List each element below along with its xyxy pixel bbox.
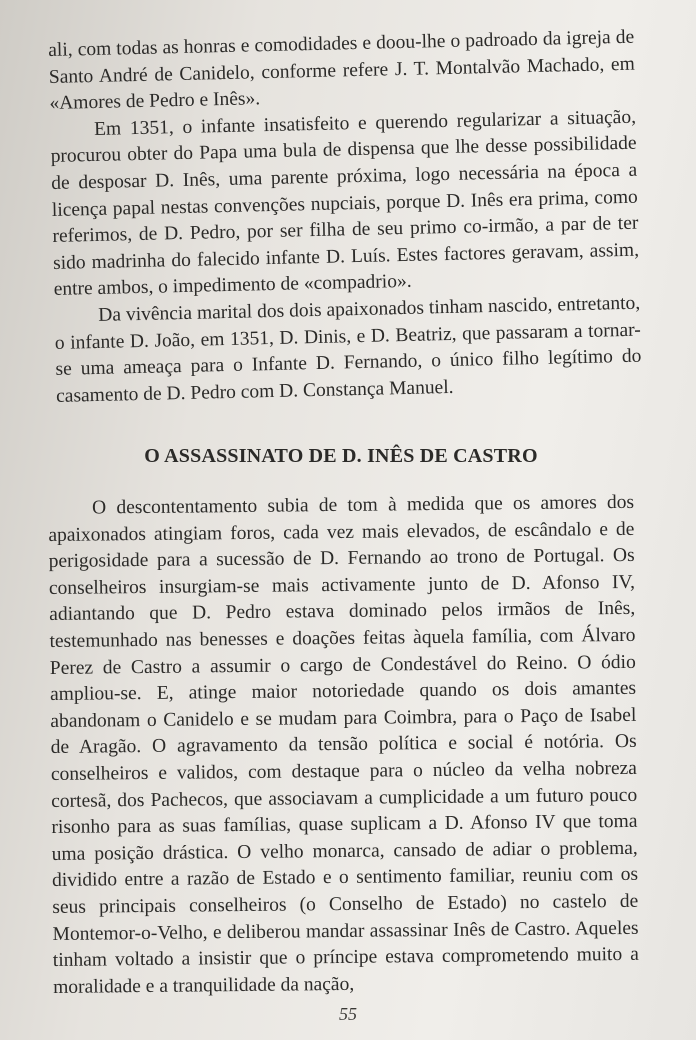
paragraph-children: Da vivência marital dos dois apaixonados tinham nascido, entretanto, o infante D. João, em 1351, D. Dinis, e D. Beatriz, que passaram a tornar-se uma ameaça para o Infante D. Fernando, o único filho legítimo do casamento de D. Pedro com D. Constança Manuel. [54,292,642,407]
paragraph-papal-dispensation: Em 1351, o infante insatisfeito e querendo regularizar a situação, procurou obter do Papa uma bula de dispensa que lhe desse possibilidade de desposar D. Inês, uma parente próxima, logo necessária na época a licença papal nestas convenções nupciais, porque D. Inês era prima, como referimos, de D. Pedro, por ser filha de seu primo co-irmão, a par de ter sido madrinha do falecido infante D. Luís. Estes factores geravam, assim, entre ambos, o impedimento de «compadrio». [50,106,640,301]
section-heading: O ASSASSINATO DE D. INÊS DE CASTRO [144,445,538,467]
page-number: 55 [339,1004,357,1024]
paragraph-discontent: O descontentamento subia de tom à medida que os amores dos apaixonados atingiam foros, cada vez mais elevados, de escândalo e de perigosidade para a sucessão de D. Fernando ao trono de Portugal. Os conselheiros insurgiam-se mais activamente junto de D. Afonso IV, adiantando que D. Pedro estava dominado pelos irmãos de Inês, testemunhado nas benesses e doações feitas àquela família, com Álvaro Perez de Castro a assumir o cargo de Condestável do Reino. O ódio ampliou-se. E, atinge maior notoriedade quando os dois amantes abandonam o Canidelo e se mudam para Coimbra, para o Paço de Isabel de Aragão. O agravamento da tensão política e social é notória. Os conselheiros e validos, com destaque para o núcleo da velha nobreza cortesã, dos Pachecos, que associavam a cumplicidade a um futuro pouco risonho para as suas famílias, quase suplicam a D. Afonso IV que toma uma posição drástica. O velho monarca, cansado de adiar o problema, dividido entre a razão de Estado e o sentimento familiar, reuniu com os seus principais conselheiros (o Conselho de Estado) no castelo de Montemor-o-Velho, e deliberou mandar assassinar Inês de Castro. Aqueles tinham voltado a insistir que o príncipe estava comprometendo muito a moralidade e a tranquilidade da nação, [48,491,639,998]
top-text-block [48,25,642,411]
bottom-text-block [48,490,639,1001]
paragraph-continuation: ali, com todas as honras e comodidades e doou-lhe o padroado da igreja de Santo André de Canidelo, conforme refere J. T. Montalvão Machado, em «Amores de Pedro e Inês». [48,26,635,115]
